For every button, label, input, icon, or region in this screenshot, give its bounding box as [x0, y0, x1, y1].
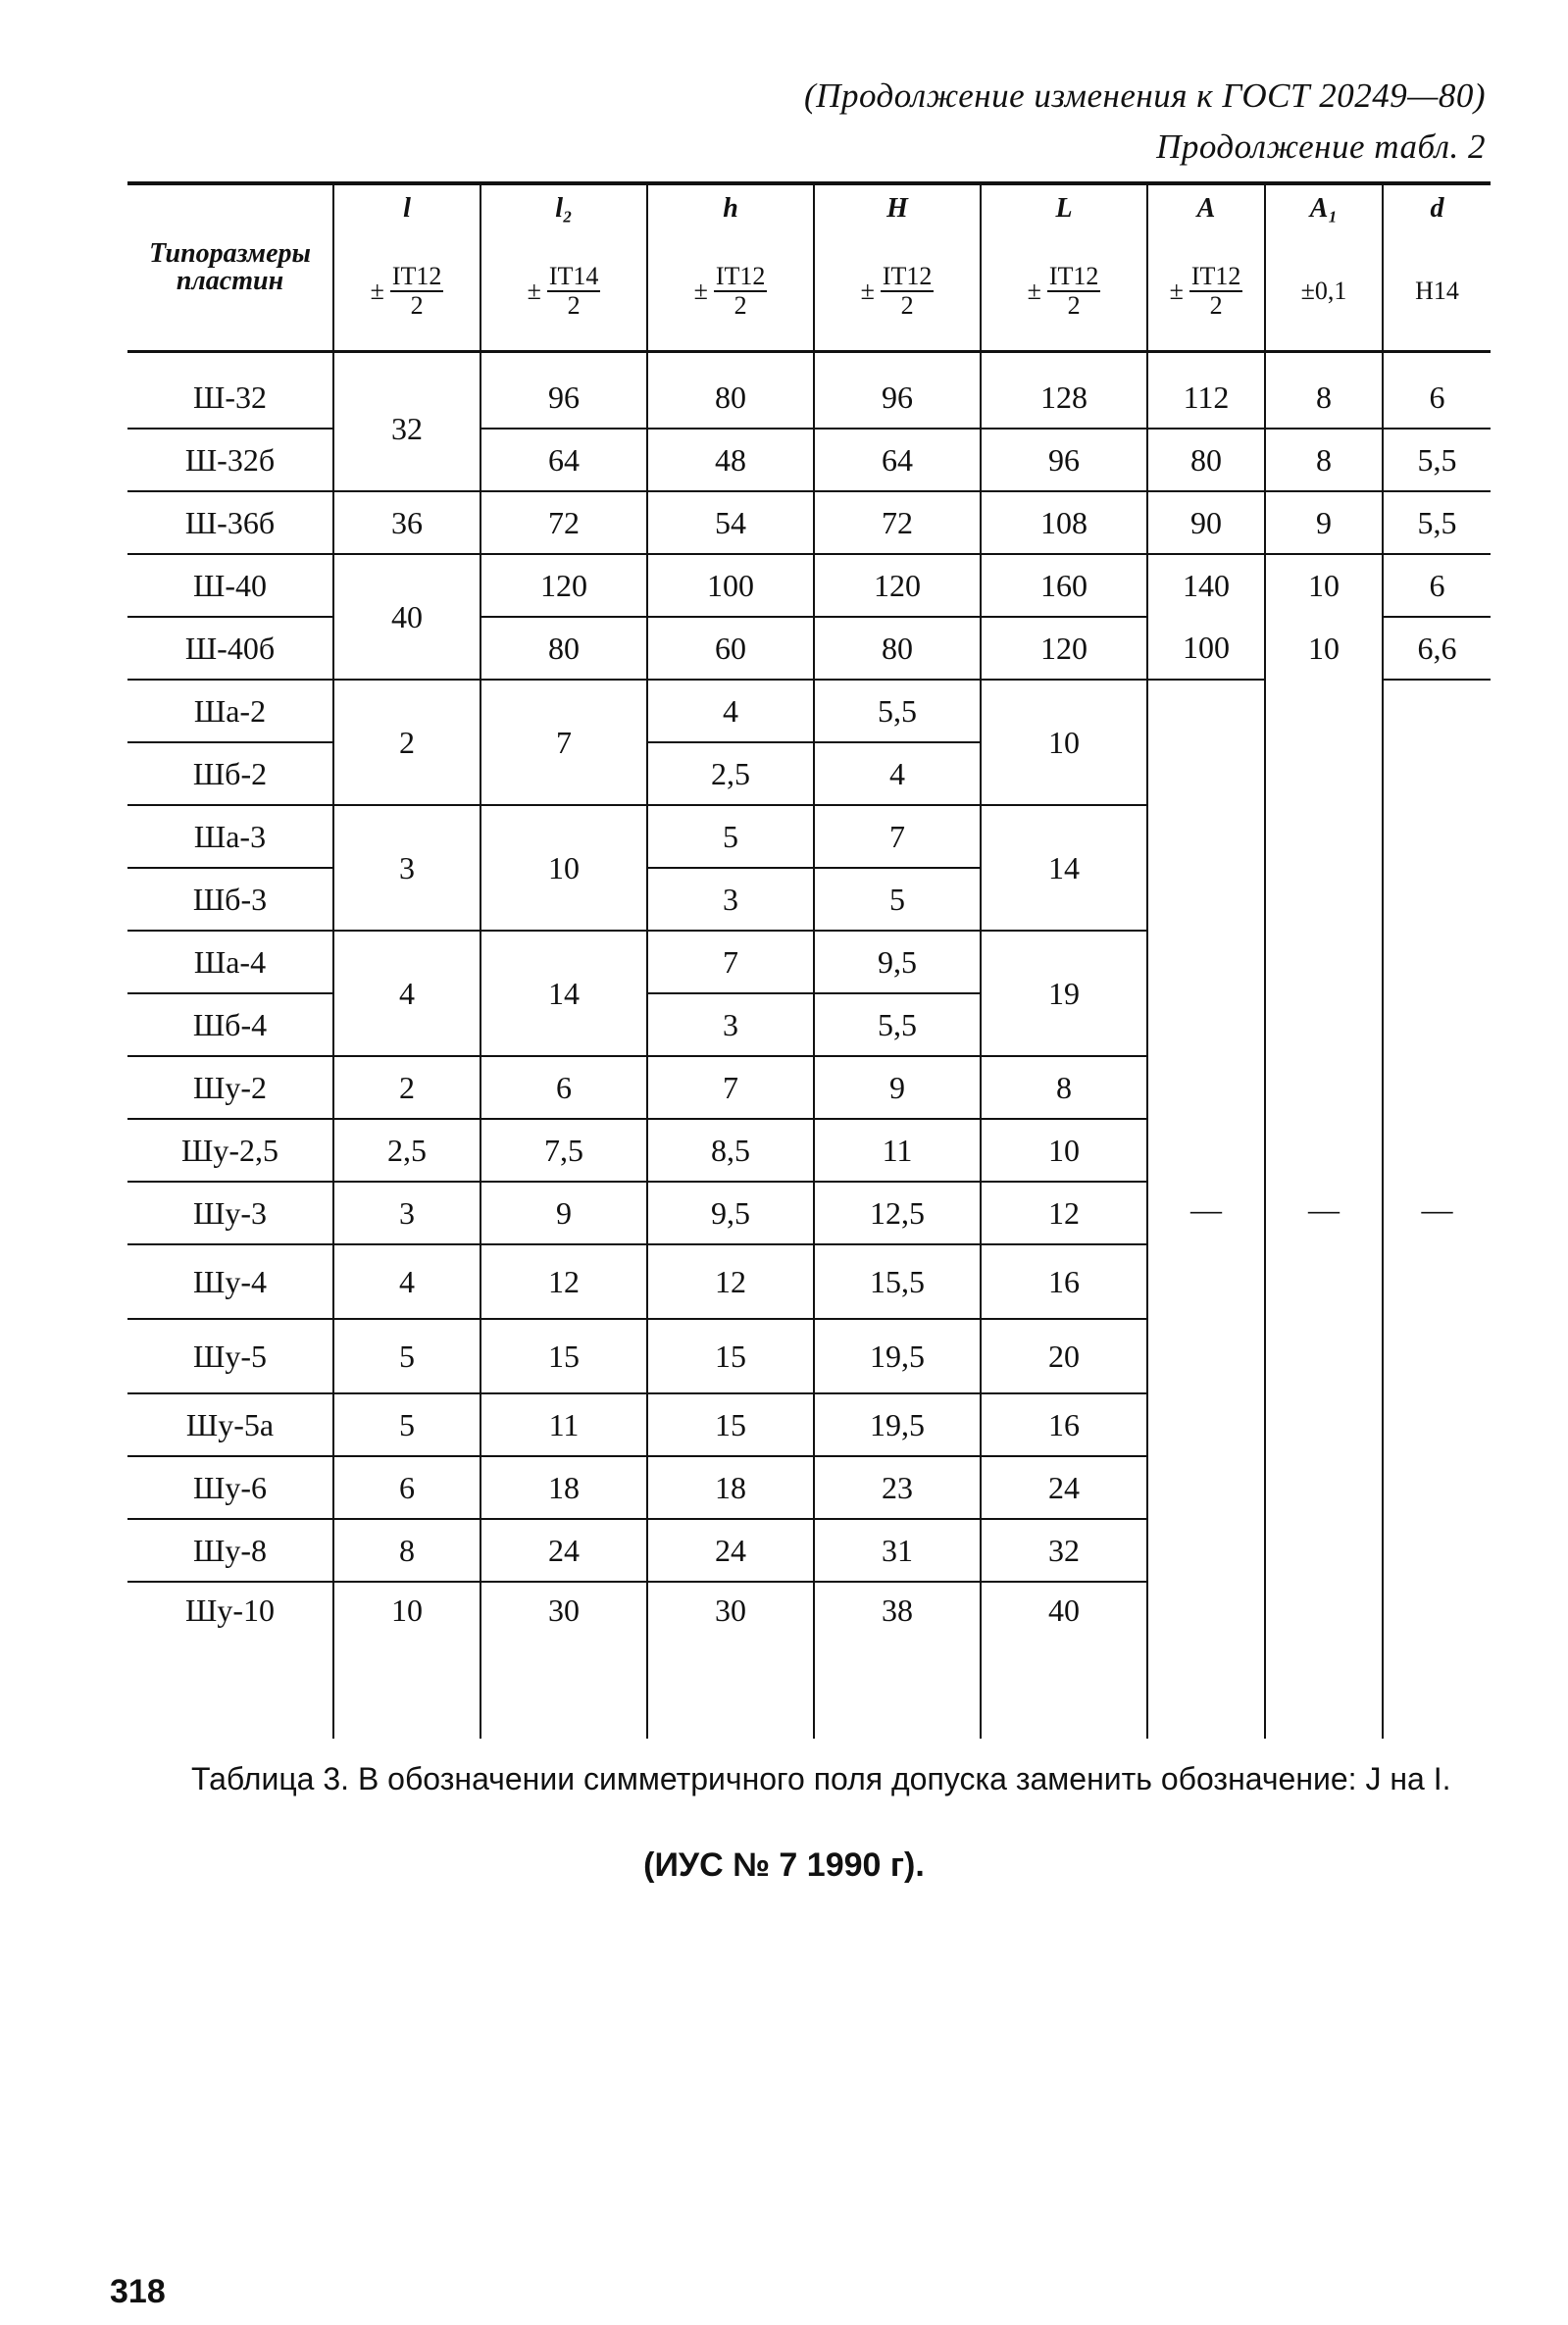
cell-l: 2 — [333, 680, 481, 805]
cell-l2: 72 — [481, 491, 647, 554]
cell-l2: 11 — [481, 1393, 647, 1456]
cell-L: 120 — [981, 617, 1147, 680]
cell-H: 9,5 — [814, 931, 981, 993]
column-header-L: L — [981, 183, 1147, 232]
cell-l: 4 — [333, 931, 481, 1056]
tolerance-A: ± $\frac{IT12}{2}$ — [1147, 232, 1265, 352]
plate-type: Шу-3 — [127, 1182, 333, 1244]
column-header-l2: l₂ — [481, 183, 647, 232]
tolerance-l2: ± $\frac{IT14}{2}$ — [481, 232, 647, 352]
cell-L: 20 — [981, 1319, 1147, 1393]
cell-l: 2,5 — [333, 1119, 481, 1182]
cell-H: 5,5 — [814, 680, 981, 742]
plate-type: Шу-10 — [185, 1592, 275, 1628]
cell-h: 30 — [647, 1582, 814, 1739]
cell-L: 160 — [981, 554, 1147, 617]
plate-type: Ш-40б — [127, 617, 333, 680]
continuation-header: (Продолжение изменения к ГОСТ 20249—80) — [804, 76, 1486, 115]
cell-l2: 30 — [481, 1582, 647, 1739]
cell-d: 5,5 — [1383, 429, 1491, 491]
cell-H: 5,5 — [814, 993, 981, 1056]
plate-type: Шб-3 — [127, 868, 333, 931]
cell-l2: 10 — [481, 805, 647, 931]
cell-h: 54 — [647, 491, 814, 554]
cell-A-dash: — — [1147, 680, 1265, 1739]
cell-h: 48 — [647, 429, 814, 491]
cell-d: 5,5 — [1383, 491, 1491, 554]
cell-l: 4 — [333, 1244, 481, 1319]
cell-h: 15 — [647, 1319, 814, 1393]
column-header-plate-type: Типоразмеры пластин — [127, 183, 333, 352]
cell-L: 40 — [981, 1582, 1147, 1739]
cell-H: 31 — [814, 1519, 981, 1582]
cell-A: 80 — [1147, 429, 1265, 491]
cell-l: 3 — [333, 805, 481, 931]
cell-A: 100 — [1147, 617, 1265, 680]
cell-L: 16 — [981, 1393, 1147, 1456]
cell-H: 80 — [814, 617, 981, 680]
cell-L: 19 — [981, 931, 1147, 1056]
cell-L: 12 — [981, 1182, 1147, 1244]
cell-h: 5 — [647, 805, 814, 868]
cell-H: 5 — [814, 868, 981, 931]
cell-h: 24 — [647, 1519, 814, 1582]
cell-A1: 10 — [1265, 554, 1383, 617]
cell-L: 14 — [981, 805, 1147, 931]
cell-h: 8,5 — [647, 1119, 814, 1182]
cell-h: 15 — [647, 1393, 814, 1456]
page-number: 318 — [110, 2273, 166, 2310]
tolerance-l: ± $\frac{IT12}{2}$ — [333, 232, 481, 352]
cell-l2: 12 — [481, 1244, 647, 1319]
cell-H: 96 — [814, 352, 981, 430]
cell-l2: 14 — [481, 931, 647, 1056]
table-row — [127, 429, 1491, 491]
cell-l2: 18 — [481, 1456, 647, 1519]
cell-h: 18 — [647, 1456, 814, 1519]
column-header-d: d — [1383, 183, 1491, 232]
cell-h: 100 — [647, 554, 814, 617]
cell-l2: 9 — [481, 1182, 647, 1244]
cell-l2: 64 — [481, 429, 647, 491]
plate-type: Ш-40 — [127, 554, 333, 617]
plate-type: Шу-4 — [127, 1244, 333, 1319]
cell-A1: 8 — [1265, 352, 1383, 430]
cell-l: 10 — [333, 1582, 481, 1739]
cell-h: 4 — [647, 680, 814, 742]
cell-H: 7 — [814, 805, 981, 868]
cell-A1: 9 — [1265, 491, 1383, 554]
table-row — [127, 352, 1491, 430]
cell-l2: 24 — [481, 1519, 647, 1582]
plate-type: Шу-6 — [127, 1456, 333, 1519]
cell-h: 7 — [647, 931, 814, 993]
cell-H: 19,5 — [814, 1393, 981, 1456]
cell-l: 2 — [333, 1056, 481, 1119]
cell-L: 32 — [981, 1519, 1147, 1582]
cell-H: 38 — [814, 1582, 981, 1739]
cell-L: 108 — [981, 491, 1147, 554]
cell-d: 6,6 — [1383, 617, 1491, 680]
cell-L: 8 — [981, 1056, 1147, 1119]
cell-A: 90 — [1147, 491, 1265, 554]
cell-L: 128 — [981, 352, 1147, 430]
column-header-A: A — [1147, 183, 1265, 232]
cell-d: 6 — [1383, 352, 1491, 430]
tolerance-h: ± $\frac{IT12}{2}$ — [647, 232, 814, 352]
cell-h: 3 — [647, 868, 814, 931]
plate-type: Ш-36б — [127, 491, 333, 554]
cell-h: 2,5 — [647, 742, 814, 805]
plate-dimensions-table — [127, 181, 1491, 1739]
cell-l: 40 — [333, 554, 481, 680]
table-row — [127, 617, 1491, 680]
cell-H: 19,5 — [814, 1319, 981, 1393]
cell-h: 3 — [647, 993, 814, 1056]
table-row — [127, 680, 1491, 742]
cell-L: 24 — [981, 1456, 1147, 1519]
cell-l2: 120 — [481, 554, 647, 617]
cell-H: 9 — [814, 1056, 981, 1119]
plate-type: Ша-2 — [127, 680, 333, 742]
cell-A: 140 — [1147, 554, 1265, 617]
cell-l2: 15 — [481, 1319, 647, 1393]
cell-L: 10 — [981, 680, 1147, 805]
tolerance-H: ± $\frac{IT12}{2}$ — [814, 232, 981, 352]
column-header-A1: A₁ — [1265, 183, 1383, 232]
cell-H: 72 — [814, 491, 981, 554]
cell-l2: 96 — [481, 352, 647, 430]
cell-l: 8 — [333, 1519, 481, 1582]
cell-l: 3 — [333, 1182, 481, 1244]
plate-type: Шб-2 — [127, 742, 333, 805]
plate-type: Шу-8 — [127, 1519, 333, 1582]
cell-l2: 7,5 — [481, 1119, 647, 1182]
cell-l: 5 — [333, 1319, 481, 1393]
cell-l: 6 — [333, 1456, 481, 1519]
cell-H: 23 — [814, 1456, 981, 1519]
cell-A1: 8 — [1265, 429, 1383, 491]
plate-type: Ша-3 — [127, 805, 333, 868]
cell-l2: 80 — [481, 617, 647, 680]
cell-h: 7 — [647, 1056, 814, 1119]
plate-type: Ша-4 — [127, 931, 333, 993]
source-reference: (ИУС № 7 1990 г). — [643, 1846, 925, 1884]
cell-h: 60 — [647, 617, 814, 680]
cell-L: 16 — [981, 1244, 1147, 1319]
cell-A1: 10 — [1265, 617, 1383, 680]
plate-type: Ш-32 — [127, 352, 333, 430]
tolerance-d: H14 — [1383, 232, 1491, 352]
cell-l: 32 — [333, 352, 481, 492]
cell-l2: 7 — [481, 680, 647, 805]
cell-A: 112 — [1147, 352, 1265, 430]
plate-type: Шу-5а — [127, 1393, 333, 1456]
cell-H: 64 — [814, 429, 981, 491]
cell-H: 120 — [814, 554, 981, 617]
cell-A1-dash: — — [1265, 680, 1383, 1739]
table-3-note: Таблица 3. В обозначении симметричного поля допуска заменить обозначение: J на I. — [191, 1761, 1451, 1796]
cell-h: 12 — [647, 1244, 814, 1319]
plate-type: Шу-2 — [127, 1056, 333, 1119]
plate-type: Шу-2,5 — [127, 1119, 333, 1182]
cell-h: 80 — [647, 352, 814, 430]
plate-type: Шу-5 — [127, 1319, 333, 1393]
tolerance-L: ± $\frac{IT12}{2}$ — [981, 232, 1147, 352]
cell-l: 36 — [333, 491, 481, 554]
plate-type: Ш-32б — [127, 429, 333, 491]
cell-L: 10 — [981, 1119, 1147, 1182]
cell-h: 9,5 — [647, 1182, 814, 1244]
cell-d-dash: — — [1383, 680, 1491, 1739]
plate-type: Шб-4 — [127, 993, 333, 1056]
column-header-l: l — [333, 183, 481, 232]
table-continuation-label: Продолжение табл. 2 — [1156, 127, 1486, 166]
cell-H: 11 — [814, 1119, 981, 1182]
table-row — [127, 491, 1491, 554]
tolerance-A1: ±0,1 — [1265, 232, 1383, 352]
column-header-H: H — [814, 183, 981, 232]
table-row — [127, 554, 1491, 617]
column-header-h: h — [647, 183, 814, 232]
cell-H: 15,5 — [814, 1244, 981, 1319]
cell-l: 5 — [333, 1393, 481, 1456]
cell-l2: 6 — [481, 1056, 647, 1119]
cell-L: 96 — [981, 429, 1147, 491]
cell-H: 4 — [814, 742, 981, 805]
cell-d: 6 — [1383, 554, 1491, 617]
cell-H: 12,5 — [814, 1182, 981, 1244]
